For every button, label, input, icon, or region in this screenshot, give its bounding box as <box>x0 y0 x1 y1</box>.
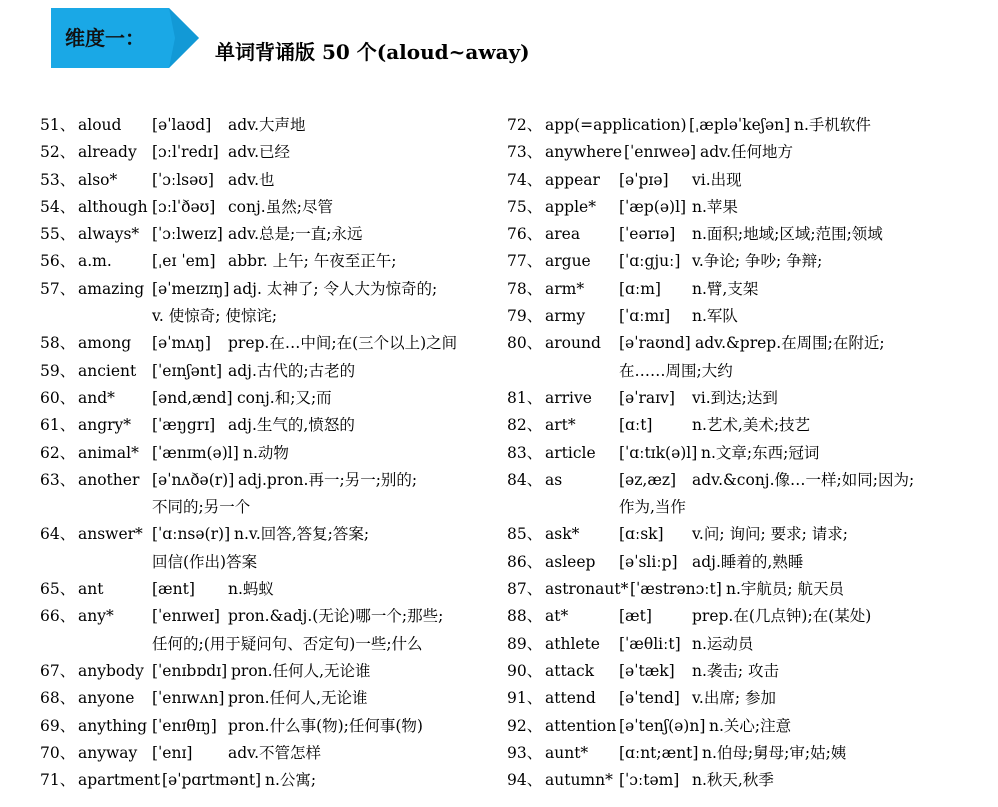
entry-number: 88、 <box>507 607 543 626</box>
word-entry <box>507 385 977 412</box>
word-entry-line <box>40 276 490 303</box>
word-entry-line <box>507 440 977 467</box>
word-entry <box>40 713 490 740</box>
entry-definition: adj.睡着的,熟睡 <box>692 552 804 571</box>
entry-word: aunt* <box>545 743 589 762</box>
word-entry-line <box>40 167 490 194</box>
word-entry-line <box>507 631 977 658</box>
word-entry <box>40 330 490 357</box>
entry-word: anywhere <box>545 143 622 162</box>
entry-number: 73、 <box>507 143 543 162</box>
entry-number: 85、 <box>507 525 543 544</box>
entry-definition-continued: 回信(作出)答案 <box>152 552 258 571</box>
word-entry-line <box>507 521 977 548</box>
word-entry-line <box>507 740 977 767</box>
entry-phonetic: [əˈtæk] <box>619 661 675 680</box>
word-entry <box>507 767 977 794</box>
entry-number: 56、 <box>40 252 76 271</box>
entry-phonetic: [ɑːm] <box>619 279 661 298</box>
entry-phonetic: [ˈæθliːt] <box>619 634 681 653</box>
entry-phonetic: [ˈenɪwʌn] <box>152 689 225 708</box>
word-entry-line <box>507 167 977 194</box>
entry-word: always* <box>78 225 140 244</box>
entry-definition: prep.在(几点钟);在(某处) <box>692 607 872 626</box>
entry-phonetic: [əz,æz] <box>619 470 677 489</box>
entry-phonetic: [ɔːlˈredɪ] <box>152 143 219 162</box>
entry-number: 83、 <box>507 443 543 462</box>
entry-word: animal* <box>78 443 139 462</box>
entry-word: apartment <box>78 771 161 790</box>
entry-word: argue <box>545 252 591 271</box>
entry-word: and* <box>78 388 115 407</box>
word-entry-line <box>40 440 490 467</box>
entry-definition: prep.在…中间;在(三个以上)之间 <box>228 334 458 353</box>
word-entry-line <box>507 194 977 221</box>
entry-number: 68、 <box>40 689 76 708</box>
entry-phonetic: [əˈtend] <box>619 689 680 708</box>
entry-word: answer* <box>78 525 143 544</box>
word-entry-line-continued <box>40 631 490 658</box>
entry-number: 86、 <box>507 552 543 571</box>
entry-phonetic: [ˈɑːnsə(r)] <box>152 525 231 544</box>
entry-number: 93、 <box>507 743 543 762</box>
entry-word: anybody <box>78 661 144 680</box>
entry-definition: adv.&prep.在周围;在附近; <box>695 334 885 353</box>
word-entry <box>40 385 490 412</box>
entry-phonetic: [ˈenɪ] <box>152 743 193 762</box>
word-entry <box>507 303 977 330</box>
word-entry-line-continued <box>40 549 490 576</box>
word-entry-line <box>40 713 490 740</box>
entry-word: asleep <box>545 552 596 571</box>
entry-phonetic: [əˈraʊnd] <box>619 334 691 353</box>
entry-word: a.m. <box>78 252 112 271</box>
entry-number: 72、 <box>507 116 543 134</box>
word-entry <box>40 248 490 275</box>
entry-phonetic: [ˈenɪθɪŋ] <box>152 716 217 735</box>
dimension-badge <box>51 8 199 68</box>
word-entry-line <box>507 713 977 740</box>
entry-number: 70、 <box>40 743 76 762</box>
word-entry <box>40 167 490 194</box>
entry-definition: pron.什么事(物);任何事(物) <box>228 716 423 735</box>
word-entry <box>40 467 490 522</box>
entry-number: 91、 <box>507 689 543 708</box>
entry-definition: vi.到达;达到 <box>692 388 778 407</box>
entry-number: 82、 <box>507 416 543 435</box>
entry-word: anyone <box>78 689 135 708</box>
word-entry-line <box>507 467 977 494</box>
entry-word: already <box>78 143 137 162</box>
entry-number: 67、 <box>40 661 76 680</box>
entry-definition: pron.任何人,无论谁 <box>228 689 368 708</box>
word-list-right <box>507 112 977 794</box>
entry-word: arm* <box>545 279 585 298</box>
entry-definition-continued: 作为,当作 <box>619 498 686 517</box>
entry-phonetic: [æt] <box>619 607 652 626</box>
word-entry-line <box>40 194 490 221</box>
entry-number: 75、 <box>507 197 543 216</box>
entry-phonetic: [ˈɔːlsəʊ] <box>152 170 214 189</box>
entry-definition: n.文章;东西;冠词 <box>701 443 820 462</box>
entry-definition: adv.已经 <box>228 143 291 162</box>
entry-definition: adj. 太神了; 令人大为惊奇的; <box>233 279 438 298</box>
entry-phonetic: [ˌeɪ ˈem] <box>152 252 216 271</box>
entry-word: attend <box>545 689 596 708</box>
entry-number: 74、 <box>507 170 543 189</box>
entry-phonetic: [əˈnʌðə(r)] <box>152 470 235 489</box>
entry-definition: vi.出现 <box>692 170 742 189</box>
word-entry <box>507 440 977 467</box>
entry-definition: pron.任何人,无论谁 <box>231 661 371 680</box>
entry-phonetic: [ænt] <box>152 580 195 599</box>
entry-word: autumn* <box>545 771 613 790</box>
word-entry-line <box>507 549 977 576</box>
word-entry <box>507 221 977 248</box>
entry-phonetic: [ˈæŋgrɪ] <box>152 416 216 435</box>
word-entry-line <box>40 412 490 439</box>
entry-word: around <box>545 334 601 353</box>
entry-number: 65、 <box>40 580 76 599</box>
word-entry <box>507 658 977 685</box>
entry-word: ant <box>78 580 104 599</box>
entry-definition: conj.和;又;而 <box>237 388 332 407</box>
entry-definition-continued: 不同的;另一个 <box>152 498 251 517</box>
entry-phonetic: [əˈtenʃ(ə)n] <box>619 716 706 735</box>
entry-word: article <box>545 443 596 462</box>
word-entry-line-continued <box>507 494 977 521</box>
entry-phonetic: [ɑːnt;ænt] <box>619 743 699 762</box>
entry-definition: n.v.回答,答复;答案; <box>234 525 370 544</box>
word-entry-line <box>40 358 490 385</box>
entry-phonetic: [ˈæstrənɔːt] <box>630 580 722 599</box>
word-entry <box>507 112 977 139</box>
word-entry-line <box>507 139 977 166</box>
entry-phonetic: [əˈlaʊd] <box>152 116 212 134</box>
word-entry <box>40 276 490 331</box>
entry-definition: adj.pron.再一;另一;别的; <box>238 470 418 489</box>
entry-word: apple* <box>545 197 596 216</box>
word-entry <box>40 139 490 166</box>
entry-phonetic: [əˈpɑrtmənt] <box>162 771 262 790</box>
word-entry-line <box>40 658 490 685</box>
entry-number: 63、 <box>40 470 76 489</box>
word-entry <box>40 521 490 576</box>
entry-phonetic: [ˈɔːlweɪz] <box>152 225 223 244</box>
entry-number: 55、 <box>40 225 76 244</box>
entry-definition: n.手机软件 <box>794 116 871 134</box>
entry-number: 52、 <box>40 143 76 162</box>
entry-number: 89、 <box>507 634 543 653</box>
entry-number: 71、 <box>40 771 76 790</box>
entry-word: aloud <box>78 116 122 134</box>
entry-word: athlete <box>545 634 600 653</box>
entry-definition: adv.&conj.像…一样;如同;因为; <box>692 470 915 489</box>
word-entry <box>507 576 977 603</box>
entry-definition: adv.任何地方 <box>700 143 794 162</box>
entry-phonetic: [ˈænɪm(ə)l] <box>152 443 239 462</box>
entry-phonetic: [ɔːlˈðəʊ] <box>152 197 216 216</box>
entry-number: 84、 <box>507 470 543 489</box>
entry-phonetic: [ˈɑːgjuː] <box>619 252 681 271</box>
entry-word: anyway <box>78 743 138 762</box>
word-entry <box>507 603 977 630</box>
word-entry-line <box>507 112 977 139</box>
entry-number: 76、 <box>507 225 543 244</box>
entry-number: 79、 <box>507 307 543 326</box>
word-entry-line <box>507 276 977 303</box>
entry-phonetic: [əˈpɪə] <box>619 170 669 189</box>
entry-definition: adj.生气的,愤怒的 <box>228 416 355 435</box>
word-entry-line <box>40 221 490 248</box>
entry-definition-continued: 在……周围;大约 <box>619 361 733 380</box>
entry-definition: n.蚂蚁 <box>228 580 274 599</box>
entry-number: 69、 <box>40 716 76 735</box>
word-entry <box>40 740 490 767</box>
word-entry-line <box>40 603 490 630</box>
entry-phonetic: [ˈɑːmɪ] <box>619 307 671 326</box>
entry-definition: adv.不管怎样 <box>228 743 322 762</box>
page-title: 单词背诵版 50 个(aloud~away) <box>215 40 530 64</box>
entry-word: ask* <box>545 525 580 544</box>
entry-word: ancient <box>78 361 137 380</box>
entry-definition: v.问; 询问; 要求; 请求; <box>692 525 849 544</box>
entry-definition: v.出席; 参加 <box>692 689 776 708</box>
entry-word: appear <box>545 170 600 189</box>
entry-word: area <box>545 225 581 244</box>
page-header <box>0 0 998 100</box>
word-entry-line <box>40 467 490 494</box>
entry-word: attack <box>545 661 595 680</box>
entry-word: any* <box>78 607 114 626</box>
entry-number: 61、 <box>40 416 76 435</box>
word-entry-line-continued <box>507 358 977 385</box>
word-entry <box>507 631 977 658</box>
word-entry-line <box>507 576 977 603</box>
entry-definition: n.公寓; <box>265 771 317 790</box>
word-entry-line <box>507 685 977 712</box>
entry-word: at* <box>545 607 569 626</box>
word-entry-line <box>507 330 977 357</box>
word-entry-line <box>40 330 490 357</box>
word-entry-line <box>40 685 490 712</box>
word-entry-line <box>40 112 490 139</box>
word-entry <box>507 412 977 439</box>
entry-phonetic: [ˈenɪbɒdɪ] <box>152 661 228 680</box>
word-entry <box>40 440 490 467</box>
entry-definition: n.运动员 <box>692 634 754 653</box>
entry-phonetic: [əˈraɪv] <box>619 388 675 407</box>
word-entry-line <box>40 139 490 166</box>
word-entry-line <box>507 385 977 412</box>
entry-definition-continued: 任何的;(用于疑问句、否定句)一些;什么 <box>152 634 423 653</box>
word-entry-line <box>40 767 490 794</box>
word-entry <box>507 740 977 767</box>
word-entry-line <box>507 303 977 330</box>
word-entry-line <box>507 412 977 439</box>
entry-number: 78、 <box>507 279 543 298</box>
entry-number: 54、 <box>40 197 76 216</box>
entry-definition: adj.古代的;古老的 <box>228 361 356 380</box>
entry-definition: n.袭击; 攻击 <box>692 661 780 680</box>
entry-definition: n.臂,支架 <box>692 279 759 298</box>
entry-phonetic: [əˈmʌŋ] <box>152 334 211 353</box>
word-entry <box>40 685 490 712</box>
word-entry <box>507 167 977 194</box>
entry-number: 57、 <box>40 279 76 298</box>
entry-number: 92、 <box>507 716 543 735</box>
word-entry-line <box>40 248 490 275</box>
entry-definition: adv.总是;一直;永远 <box>228 225 363 244</box>
entry-number: 58、 <box>40 334 76 353</box>
word-entry-line <box>507 658 977 685</box>
entry-definition: adv.也 <box>228 170 275 189</box>
word-entry <box>507 330 977 385</box>
entry-number: 90、 <box>507 661 543 680</box>
word-list-left <box>40 112 490 794</box>
entry-number: 66、 <box>40 607 76 626</box>
entry-definition: n.伯母;舅母;审;姑;姨 <box>702 743 847 762</box>
word-entry-line <box>40 740 490 767</box>
entry-definition: n.苹果 <box>692 197 738 216</box>
entry-word: angry* <box>78 416 132 435</box>
word-entry <box>40 112 490 139</box>
badge-label: 维度一： <box>65 26 145 50</box>
entry-word: as <box>545 470 563 489</box>
entry-number: 64、 <box>40 525 76 544</box>
entry-phonetic: [ˈenɪweə] <box>624 143 697 162</box>
word-entry <box>40 358 490 385</box>
entry-word: army <box>545 307 586 326</box>
entry-definition: n.面积;地域;区域;范围;领域 <box>692 225 883 244</box>
entry-definition: adv.大声地 <box>228 116 306 134</box>
entry-number: 80、 <box>507 334 543 353</box>
entry-phonetic: [ˈɑːtɪk(ə)l] <box>619 443 698 462</box>
word-entry-line-continued <box>40 303 490 330</box>
word-entry <box>40 767 490 794</box>
entry-phonetic: [ɑːt] <box>619 416 653 435</box>
entry-number: 94、 <box>507 771 543 790</box>
entry-definition: n.关心;注意 <box>709 716 792 735</box>
entry-definition: n.动物 <box>243 443 289 462</box>
entry-definition: n.军队 <box>692 307 738 326</box>
entry-definition: n.艺术,美术;技艺 <box>692 416 811 435</box>
word-entry <box>507 194 977 221</box>
word-entry <box>40 221 490 248</box>
word-entry <box>40 576 490 603</box>
word-entry-line <box>507 248 977 275</box>
word-entry <box>507 276 977 303</box>
word-entry <box>507 685 977 712</box>
entry-number: 53、 <box>40 170 76 189</box>
entry-word: although <box>78 197 148 216</box>
entry-definition: abbr. 上午; 午夜至正午; <box>228 252 397 271</box>
word-entry-line <box>40 385 490 412</box>
entry-definition-continued: v. 使惊奇; 使惊诧; <box>152 307 278 326</box>
word-entry <box>40 412 490 439</box>
entry-word: arrive <box>545 388 592 407</box>
word-entry-line <box>40 521 490 548</box>
entry-definition: conj.虽然;尽管 <box>228 197 333 216</box>
entry-word: attention <box>545 716 617 735</box>
entry-phonetic: [ˌæpləˈkeʃən] <box>689 116 791 134</box>
entry-word: amazing <box>78 279 145 298</box>
entry-definition: n.宇航员; 航天员 <box>726 580 845 599</box>
entry-number: 59、 <box>40 361 76 380</box>
entry-number: 51、 <box>40 116 76 134</box>
entry-word: also* <box>78 170 118 189</box>
entry-word: art* <box>545 416 576 435</box>
entry-definition: n.秋天,秋季 <box>692 771 774 790</box>
entry-phonetic: [ˈæp(ə)l] <box>619 197 687 216</box>
word-entry <box>40 658 490 685</box>
word-entry <box>507 549 977 576</box>
word-entry-line <box>507 221 977 248</box>
entry-phonetic: [ˈenɪweɪ] <box>152 607 220 626</box>
word-entry <box>507 521 977 548</box>
word-entry-line <box>40 576 490 603</box>
entry-word: astronaut* <box>545 580 629 599</box>
entry-definition: pron.&adj.(无论)哪一个;那些; <box>228 607 444 626</box>
entry-phonetic: [ˈɔːtəm] <box>619 771 680 790</box>
word-entry-line-continued <box>40 494 490 521</box>
entry-phonetic: [ˈeərɪə] <box>619 225 676 244</box>
word-entry-line <box>507 767 977 794</box>
word-entry <box>40 194 490 221</box>
word-entry <box>40 603 490 658</box>
entry-phonetic: [əˈsliːp] <box>619 552 678 571</box>
word-entry <box>507 713 977 740</box>
word-entry-line <box>507 603 977 630</box>
word-entry <box>507 467 977 522</box>
entry-phonetic: [ənd,ænd] <box>152 388 233 407</box>
entry-definition: v.争论; 争吵; 争辩; <box>692 252 823 271</box>
entry-phonetic: [əˈmeɪzɪŋ] <box>152 279 230 298</box>
entry-number: 60、 <box>40 388 76 407</box>
entry-number: 62、 <box>40 443 76 462</box>
entry-phonetic: [ɑːsk] <box>619 525 664 544</box>
entry-word: anything <box>78 716 148 735</box>
entry-phonetic: [ˈeɪnʃənt] <box>152 361 223 380</box>
entry-word: among <box>78 334 132 353</box>
entry-number: 81、 <box>507 388 543 407</box>
word-entry <box>507 248 977 275</box>
entry-number: 77、 <box>507 252 543 271</box>
entry-word: another <box>78 470 140 489</box>
entry-word: app(=application) <box>545 116 687 134</box>
word-entry <box>507 139 977 166</box>
entry-number: 87、 <box>507 580 543 599</box>
